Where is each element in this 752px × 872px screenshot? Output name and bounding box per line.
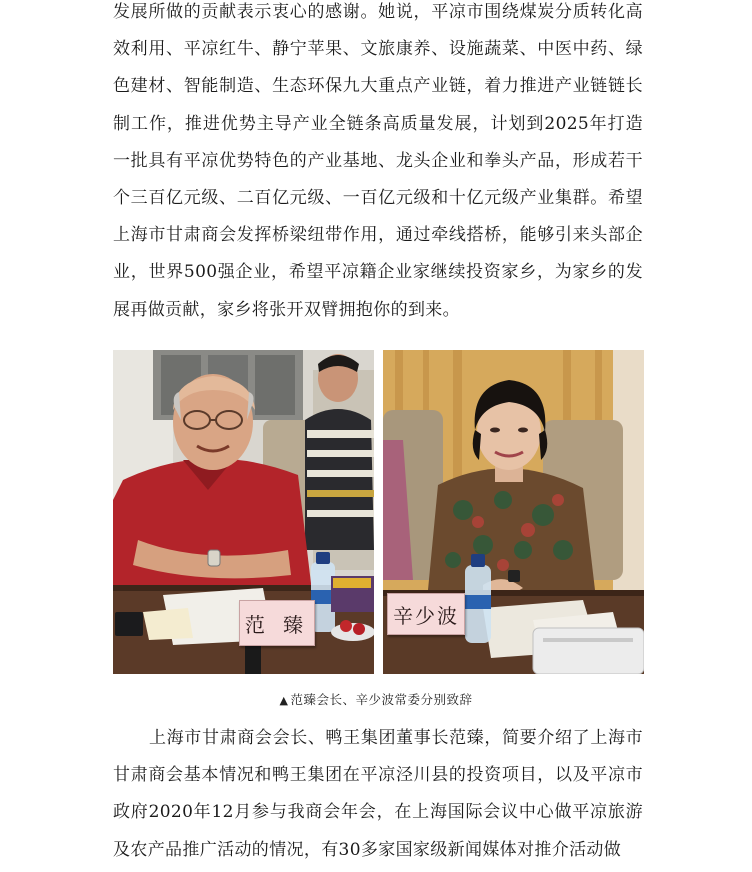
photo-fan-zhen bbox=[113, 350, 374, 674]
nameplate-xin-shaobo: 辛少波 bbox=[387, 593, 465, 635]
article-paragraph-bottom: 上海市甘肃商会会长、鸭王集团董事长范臻，简要介绍了上海市甘肃商会基本情况和鸭王集团在平凉泾川县的投资项目，以及平凉市政府2020年12月参与我商会年会，在上海国际会议中心做平凉旅游及农产品推广活动的情况，有30多家国家级新闻媒体对推介活动做 bbox=[113, 728, 643, 860]
photo-caption bbox=[0, 690, 752, 708]
photo-xin-shaobo bbox=[383, 350, 644, 674]
nameplate-fan-zhen: 范 臻 bbox=[239, 600, 315, 646]
caption-text: 范臻会长、辛少波常委分别致辞 bbox=[290, 692, 473, 707]
article-paragraph-top: 发展所做的贡献表示衷心的感谢。她说，平凉市围绕煤炭分质转化高效利用、平凉红牛、静宁苹果、文旅康养、设施蔬菜、中医中药、绿色建材、智能制造、生态环保九大重点产业链，着力推进产业链链长制工作，推进优势主导产业全链条高质量发展，计划到2025年打造一批具有平凉优势特色的产业基地、龙头企业和拳头产品，形成若干个三百亿元级、二百亿元级、一百亿元级和十亿元级产业集群。希望上海市甘肃商会发挥桥梁纽带作用，通过牵线搭桥，能够引来头部企业，世界500强企业，希望平凉籍企业家继续投资家乡，为家乡的发展再做贡献，家乡将张开双臂拥抱你的到来。 bbox=[113, 2, 643, 320]
caption-triangle-icon: ▲ bbox=[279, 694, 289, 707]
